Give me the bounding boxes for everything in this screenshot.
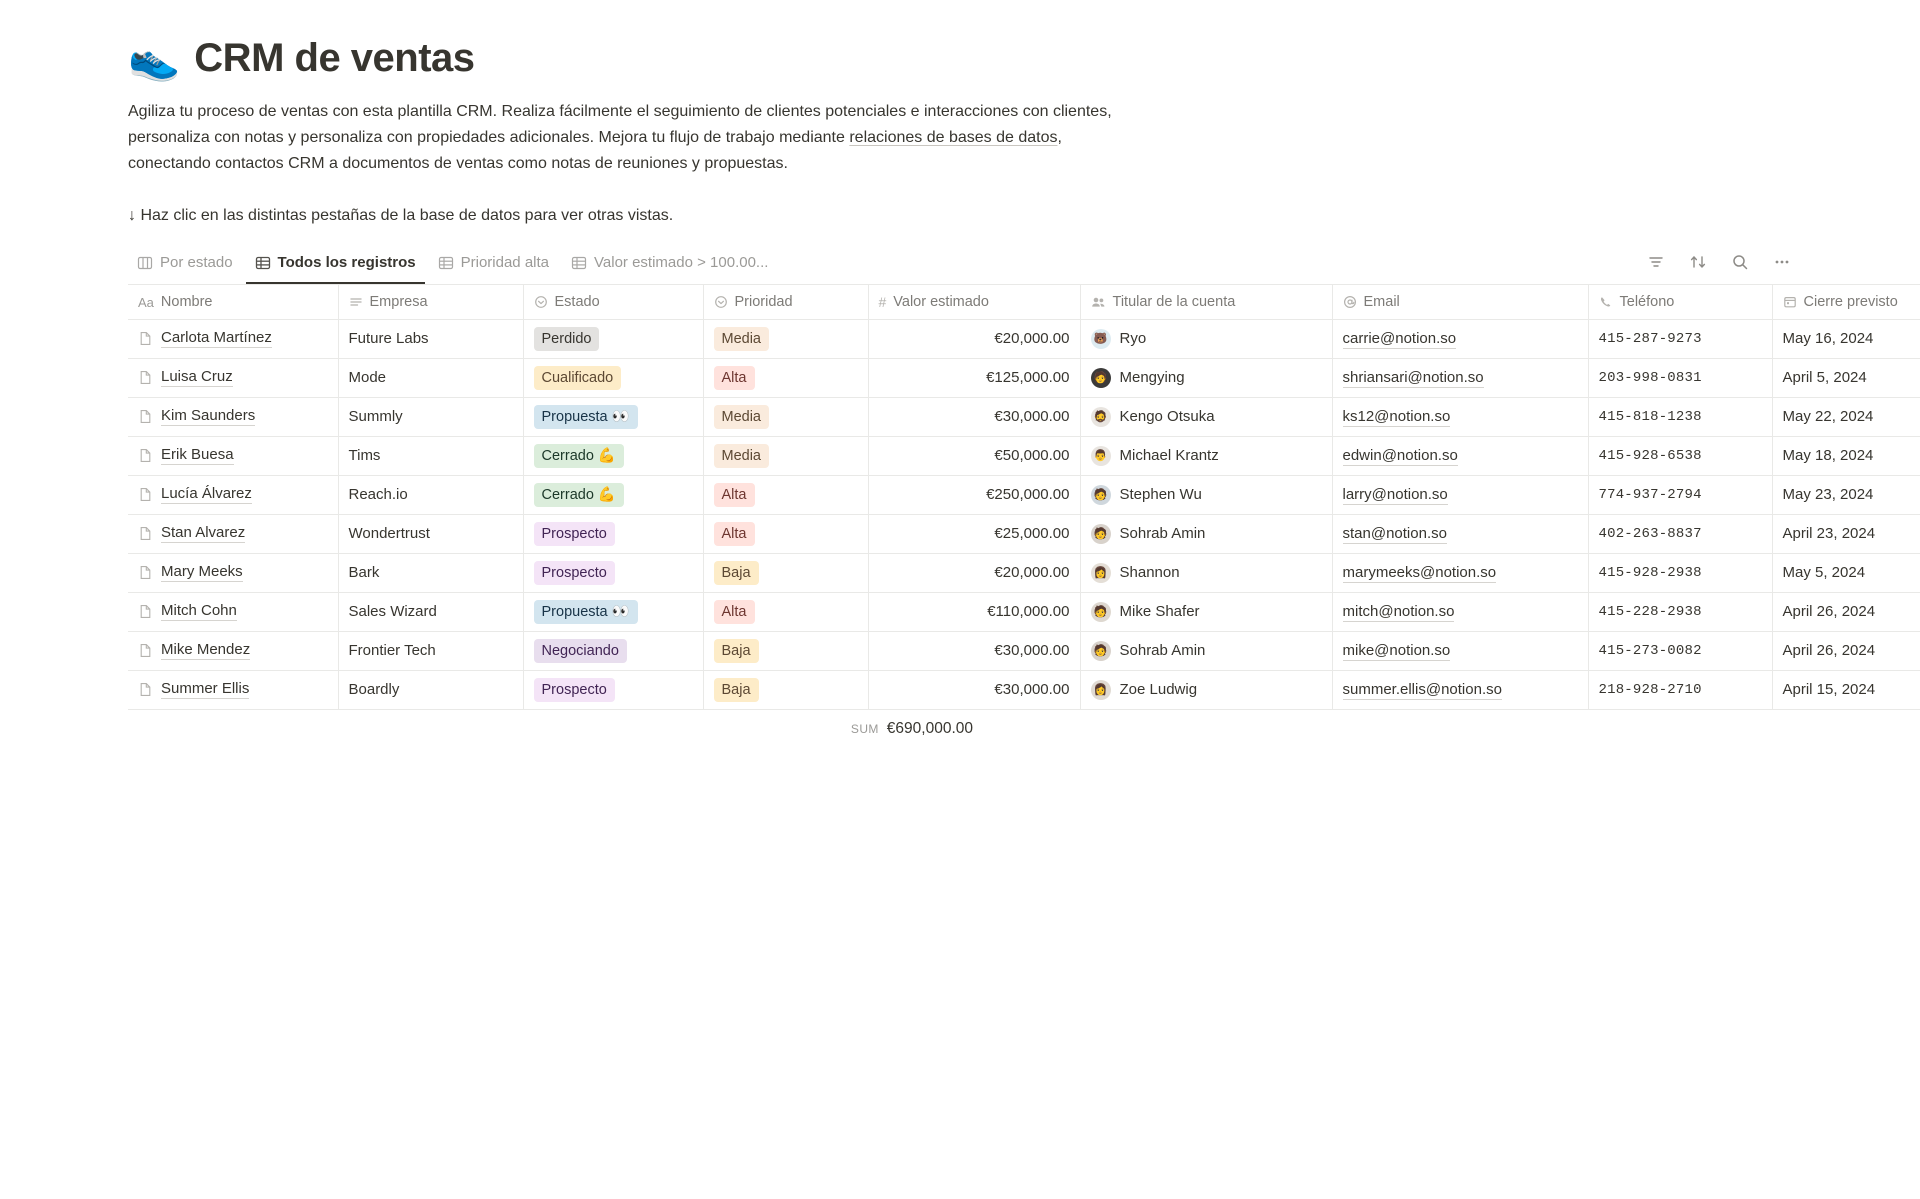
view-toolbar <box>1646 252 1792 280</box>
column-header-prioridad[interactable] <box>703 285 868 319</box>
table-row[interactable] <box>128 397 1920 436</box>
avatar: 👩 <box>1091 680 1111 700</box>
cell-valor[interactable]: €125,000.00 <box>868 358 1080 397</box>
email-link[interactable]: stan@notion.so <box>1342 525 1447 543</box>
filter-icon[interactable] <box>1646 252 1666 272</box>
cell-prioridad[interactable] <box>703 514 868 553</box>
cell-estado[interactable] <box>523 631 703 670</box>
table-icon <box>571 255 587 271</box>
avatar: 👩 <box>1091 563 1111 583</box>
search-icon[interactable] <box>1730 252 1750 272</box>
page-icon <box>138 643 153 658</box>
column-header-estado[interactable] <box>523 285 703 319</box>
status-badge: Prospecto <box>534 522 615 546</box>
sneaker-icon: 👟 <box>128 34 181 82</box>
page-icon <box>138 604 153 619</box>
cell-prioridad[interactable] <box>703 319 868 358</box>
table-body <box>128 319 1920 709</box>
cell-empresa[interactable]: Bark <box>338 553 523 592</box>
cell-titular[interactable] <box>1080 670 1332 709</box>
owner-name: Zoe Ludwig <box>1119 681 1198 699</box>
table-icon <box>438 255 454 271</box>
cell-telefono[interactable]: 218-928-2710 <box>1588 670 1772 709</box>
email-link[interactable]: carrie@notion.so <box>1342 330 1457 348</box>
cell-cierre[interactable]: May 22, 2024 <box>1772 397 1920 436</box>
column-header-cierre-previsto[interactable] <box>1772 285 1920 319</box>
table-row[interactable] <box>128 436 1920 475</box>
cell-cierre[interactable]: April 26, 2024 <box>1772 631 1920 670</box>
column-label: Nombre <box>160 294 213 311</box>
tab-valor-estimado[interactable] <box>562 248 777 284</box>
cell-nombre[interactable] <box>128 436 338 475</box>
cell-nombre[interactable] <box>128 553 338 592</box>
crm-table <box>128 285 1920 710</box>
row-title: Mary Meeks <box>161 563 243 581</box>
cell-titular[interactable] <box>1080 592 1332 631</box>
row-title: Erik Buesa <box>161 446 234 464</box>
priority-badge: Alta <box>714 600 755 624</box>
cell-estado[interactable] <box>523 592 703 631</box>
cell-cierre[interactable]: May 18, 2024 <box>1772 436 1920 475</box>
column-header-email[interactable] <box>1332 285 1588 319</box>
avatar: 🧑 <box>1091 602 1111 622</box>
owner-name: Mike Shafer <box>1119 603 1200 621</box>
owner-name: Michael Krantz <box>1119 447 1219 465</box>
row-title: Mitch Cohn <box>161 602 237 620</box>
cell-estado[interactable] <box>523 436 703 475</box>
cell-valor[interactable]: €30,000.00 <box>868 670 1080 709</box>
priority-badge: Media <box>714 327 770 351</box>
cell-prioridad[interactable] <box>703 553 868 592</box>
page-title: CRM de ventas <box>194 36 475 80</box>
cell-titular[interactable] <box>1080 436 1332 475</box>
cell-email[interactable] <box>1332 319 1588 358</box>
views-hint: ↓ Haz clic en las distintas pestañas de la base de datos para ver otras vistas. <box>128 206 674 224</box>
cell-titular[interactable] <box>1080 475 1332 514</box>
cell-estado[interactable] <box>523 397 703 436</box>
status-badge: Perdido <box>534 327 600 351</box>
column-label: Prioridad <box>734 294 793 311</box>
cell-titular[interactable] <box>1080 397 1332 436</box>
row-title: Lucía Álvarez <box>161 485 252 503</box>
database-relations-link[interactable]: relaciones de bases de datos <box>849 128 1058 146</box>
row-title: Luisa Cruz <box>161 368 233 386</box>
avatar: 🧑 <box>1091 524 1111 544</box>
board-icon <box>137 255 153 271</box>
cell-estado[interactable] <box>523 553 703 592</box>
tab-label: Por estado <box>160 254 233 272</box>
cell-prioridad[interactable] <box>703 358 868 397</box>
cell-valor[interactable]: €110,000.00 <box>868 592 1080 631</box>
cell-email[interactable] <box>1332 397 1588 436</box>
cell-cierre[interactable]: May 23, 2024 <box>1772 475 1920 514</box>
column-label: Empresa <box>369 294 428 311</box>
cell-empresa[interactable]: Wondertrust <box>338 514 523 553</box>
select-icon <box>714 295 728 309</box>
cell-nombre[interactable] <box>128 514 338 553</box>
date-icon <box>1783 295 1797 309</box>
status-badge: Propuesta 👀 <box>534 600 638 624</box>
column-label: Titular de la cuenta <box>1112 294 1236 311</box>
email-link[interactable]: mike@notion.so <box>1342 642 1451 660</box>
cell-telefono[interactable]: 415-928-6538 <box>1588 436 1772 475</box>
email-link[interactable]: edwin@notion.so <box>1342 447 1458 465</box>
title-type-icon: Aa <box>138 294 154 310</box>
page-description <box>128 99 1128 177</box>
cell-email[interactable] <box>1332 475 1588 514</box>
tab-prioridad-alta[interactable] <box>429 248 558 284</box>
page-icon <box>138 370 153 385</box>
status-badge: Cualificado <box>534 366 622 390</box>
page-title-row <box>128 36 1920 81</box>
email-link[interactable]: summer.ellis@notion.so <box>1342 681 1502 699</box>
select-icon <box>534 295 548 309</box>
column-label: Cierre previsto <box>1803 294 1898 311</box>
cell-empresa[interactable]: Future Labs <box>338 319 523 358</box>
cell-empresa[interactable]: Boardly <box>338 670 523 709</box>
table-icon <box>255 255 271 271</box>
page-icon <box>138 487 153 502</box>
column-header-telefono[interactable] <box>1588 285 1772 319</box>
priority-badge: Alta <box>714 522 755 546</box>
page-icon <box>138 448 153 463</box>
table-footer-sum[interactable] <box>128 720 973 738</box>
cell-empresa[interactable]: Summly <box>338 397 523 436</box>
cell-valor[interactable]: €50,000.00 <box>868 436 1080 475</box>
row-title: Summer Ellis <box>161 680 250 698</box>
cell-telefono[interactable]: 415-818-1238 <box>1588 397 1772 436</box>
cell-cierre[interactable]: April 5, 2024 <box>1772 358 1920 397</box>
cell-email[interactable] <box>1332 358 1588 397</box>
description-part-1: Agiliza tu proceso de ventas con esta plantilla CRM. Realiza fácilmente el seguimiento de clientes potenciales e interacciones con clientes, personaliza con notas y personaliza con propiedades adicionales. Mejora tu flujo de trabajo mediante <box>128 103 1112 146</box>
cell-prioridad[interactable] <box>703 397 868 436</box>
cell-telefono[interactable]: 415-228-2938 <box>1588 592 1772 631</box>
avatar: 👨 <box>1091 446 1111 466</box>
column-header-nombre[interactable] <box>128 285 338 319</box>
cell-nombre[interactable] <box>128 631 338 670</box>
cell-telefono[interactable]: 203-998-0831 <box>1588 358 1772 397</box>
cell-estado[interactable] <box>523 358 703 397</box>
tab-todos-los-registros[interactable] <box>246 248 425 284</box>
table-row[interactable] <box>128 553 1920 592</box>
cell-email[interactable] <box>1332 631 1588 670</box>
cell-email[interactable] <box>1332 514 1588 553</box>
view-tabs <box>128 248 777 284</box>
cell-email[interactable] <box>1332 670 1588 709</box>
priority-badge: Alta <box>714 483 755 507</box>
avatar: 🧑 <box>1091 641 1111 661</box>
status-badge: Cerrado 💪 <box>534 444 624 468</box>
email-link[interactable]: ks12@notion.so <box>1342 408 1451 426</box>
owner-name: Kengo Otsuka <box>1119 408 1215 426</box>
cell-telefono[interactable]: 415-287-9273 <box>1588 319 1772 358</box>
text-icon <box>349 295 363 309</box>
table-row[interactable] <box>128 475 1920 514</box>
column-label: Estado <box>554 294 600 311</box>
priority-badge: Media <box>714 405 770 429</box>
cell-email[interactable] <box>1332 592 1588 631</box>
table-row[interactable] <box>128 670 1920 709</box>
number-icon: # <box>878 294 887 311</box>
cell-prioridad[interactable] <box>703 631 868 670</box>
page-icon <box>138 526 153 541</box>
table-row[interactable] <box>128 514 1920 553</box>
avatar: 🧔 <box>1091 407 1111 427</box>
cell-cierre[interactable]: May 16, 2024 <box>1772 319 1920 358</box>
priority-badge: Baja <box>714 639 759 663</box>
status-badge: Propuesta 👀 <box>534 405 638 429</box>
row-title: Carlota Martínez <box>161 329 272 347</box>
column-header-empresa[interactable] <box>338 285 523 319</box>
cell-telefono[interactable]: 415-928-2938 <box>1588 553 1772 592</box>
table-row[interactable] <box>128 319 1920 358</box>
tab-label: Todos los registros <box>277 254 416 272</box>
page-icon <box>138 682 153 697</box>
cell-prioridad[interactable] <box>703 475 868 514</box>
priority-badge: Baja <box>714 561 759 585</box>
column-label: Valor estimado <box>893 294 989 311</box>
owner-name: Ryo <box>1119 330 1147 348</box>
cell-empresa[interactable]: Frontier Tech <box>338 631 523 670</box>
cell-estado[interactable] <box>523 514 703 553</box>
sort-icon[interactable] <box>1688 252 1708 272</box>
table-row[interactable] <box>128 631 1920 670</box>
cell-valor[interactable]: €25,000.00 <box>868 514 1080 553</box>
cell-telefono[interactable]: 415-273-0082 <box>1588 631 1772 670</box>
cell-cierre[interactable]: April 23, 2024 <box>1772 514 1920 553</box>
cell-valor[interactable]: €20,000.00 <box>868 319 1080 358</box>
sum-value: €690,000.00 <box>886 719 973 737</box>
person-icon <box>1091 295 1106 309</box>
cell-cierre[interactable]: April 26, 2024 <box>1772 592 1920 631</box>
cell-prioridad[interactable] <box>703 592 868 631</box>
cell-titular[interactable] <box>1080 319 1332 358</box>
status-badge: Prospecto <box>534 561 615 585</box>
owner-name: Shannon <box>1119 564 1180 582</box>
page-icon <box>138 331 153 346</box>
database-view-bar <box>128 248 1920 285</box>
cell-titular[interactable] <box>1080 631 1332 670</box>
status-badge: Negociando <box>534 639 627 663</box>
cell-telefono[interactable]: 774-937-2794 <box>1588 475 1772 514</box>
email-link[interactable]: larry@notion.so <box>1342 486 1448 504</box>
row-title: Mike Mendez <box>161 641 251 659</box>
cell-nombre[interactable] <box>128 670 338 709</box>
page-icon <box>138 409 153 424</box>
table-row[interactable] <box>128 592 1920 631</box>
cell-valor[interactable]: €30,000.00 <box>868 631 1080 670</box>
avatar: 🧑 <box>1091 368 1111 388</box>
row-title: Kim Saunders <box>161 407 256 425</box>
cell-titular[interactable] <box>1080 358 1332 397</box>
cell-empresa[interactable]: Reach.io <box>338 475 523 514</box>
row-title: Stan Alvarez <box>161 524 246 542</box>
cell-telefono[interactable]: 402-263-8837 <box>1588 514 1772 553</box>
status-badge: Cerrado 💪 <box>534 483 624 507</box>
cell-nombre[interactable] <box>128 592 338 631</box>
more-options-icon[interactable] <box>1772 252 1792 272</box>
cell-empresa[interactable]: Mode <box>338 358 523 397</box>
tab-por-estado[interactable] <box>128 248 242 284</box>
cell-cierre[interactable]: May 5, 2024 <box>1772 553 1920 592</box>
cell-nombre[interactable] <box>128 397 338 436</box>
description-part-2: , conectando contactos CRM a documentos de ventas como notas de reuniones y propuestas. <box>128 128 1062 172</box>
cell-empresa[interactable]: Tims <box>338 436 523 475</box>
email-link[interactable]: marymeeks@notion.so <box>1342 564 1497 582</box>
cell-valor[interactable]: €30,000.00 <box>868 397 1080 436</box>
tab-label: Valor estimado > 100.00... <box>594 254 769 272</box>
cell-valor[interactable]: €20,000.00 <box>868 553 1080 592</box>
cell-prioridad[interactable] <box>703 436 868 475</box>
table-header-row <box>128 285 1920 319</box>
avatar: 🧑 <box>1091 485 1111 505</box>
cell-nombre[interactable] <box>128 319 338 358</box>
column-header-titular[interactable] <box>1080 285 1332 319</box>
cell-estado[interactable] <box>523 670 703 709</box>
cell-nombre[interactable] <box>128 358 338 397</box>
cell-nombre[interactable] <box>128 475 338 514</box>
priority-badge: Media <box>714 444 770 468</box>
cell-email[interactable] <box>1332 436 1588 475</box>
page-icon <box>138 565 153 580</box>
priority-badge: Alta <box>714 366 755 390</box>
cell-estado[interactable] <box>523 319 703 358</box>
column-label: Teléfono <box>1619 294 1675 311</box>
table-row[interactable] <box>128 358 1920 397</box>
cell-titular[interactable] <box>1080 514 1332 553</box>
owner-name: Sohrab Amin <box>1119 642 1206 660</box>
phone-icon <box>1599 295 1613 309</box>
status-badge: Prospecto <box>534 678 615 702</box>
tab-label: Prioridad alta <box>460 254 550 272</box>
owner-name: Sohrab Amin <box>1119 525 1206 543</box>
avatar: 🐻 <box>1091 329 1111 349</box>
sum-label: SUM <box>850 721 879 736</box>
owner-name: Mengying <box>1119 369 1185 387</box>
cell-prioridad[interactable] <box>703 670 868 709</box>
email-icon <box>1343 295 1357 309</box>
cell-estado[interactable] <box>523 475 703 514</box>
email-link[interactable]: mitch@notion.so <box>1342 603 1455 621</box>
cell-email[interactable] <box>1332 553 1588 592</box>
column-label: Email <box>1363 294 1400 311</box>
owner-name: Stephen Wu <box>1119 486 1202 504</box>
cell-cierre[interactable]: April 15, 2024 <box>1772 670 1920 709</box>
cell-empresa[interactable]: Sales Wizard <box>338 592 523 631</box>
email-link[interactable]: shriansari@notion.so <box>1342 369 1484 387</box>
priority-badge: Baja <box>714 678 759 702</box>
cell-valor[interactable]: €250,000.00 <box>868 475 1080 514</box>
column-header-valor-estimado[interactable] <box>868 285 1080 319</box>
cell-titular[interactable] <box>1080 553 1332 592</box>
